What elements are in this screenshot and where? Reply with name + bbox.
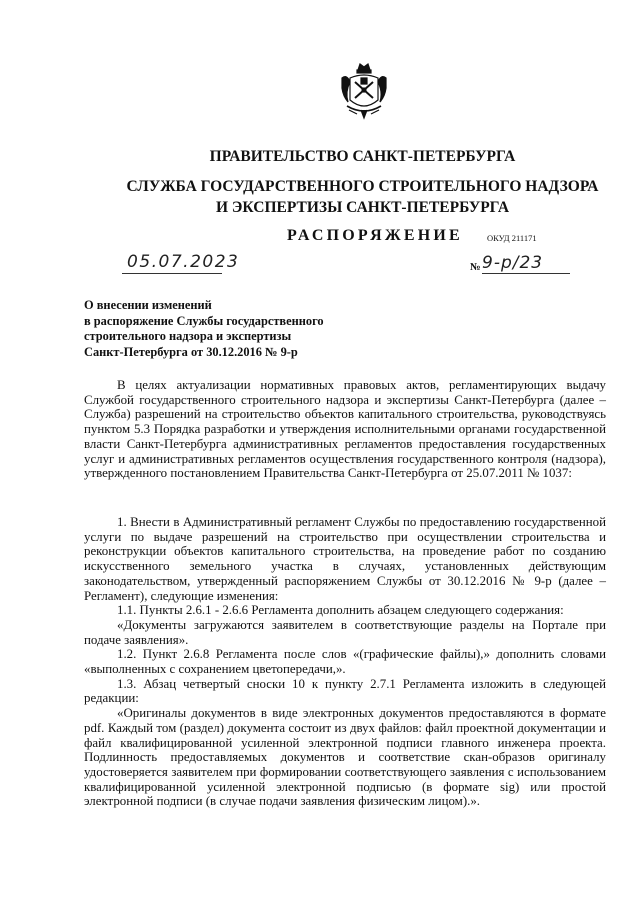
- paragraph-1: 1. Внести в Административный регламент Службы по предоставлению государственной услуги по выдаче разрешений на строительство при осуществлении строительства и реконструкции объектов капитального строительства, на проведение работ по созданию искусственного земельного участка в случаях, установленных действующим законодательством, утвержденный распоряжением Службы от 30.12.2016 № 9-р (далее – Регламент), следующие изменения:: [84, 515, 606, 603]
- preamble-paragraph: В целях актуализации нормативных правовых актов, регламентирующих выдачу Службой государственного строительного надзора и экспертизы Санкт-Петербурга (далее – Служба) разрешений на строительство объектов капитального строительства, руководствуясь пунктом 5.3 Порядка разработки и утверждения исполнительными органами государственной власти Санкт-Петербурга административных регламентов предоставления государственных услуг и административных регламентов осуществления государственного контроля (надзора), утвержденного постановлением Правительства Санкт-Петербурга от 25.07.2011 № 1037:: [84, 378, 606, 481]
- paragraph-1-3: 1.3. Абзац четвертый сноски 10 к пункту 2.7.1 Регламента изложить в следующей редакции:: [84, 676, 606, 706]
- paragraph-1-3-text: «Оригиналы документов в виде электронных документов предоставляются в формате pdf. Каждый том (раздел) документа состоит из двух файлов: файл проектной документации и файл квалифицированной усиленной электронной подписи главного инженера проекта. Подлинность предоставляемых документов и соответствие скан-образов оригиналу удостоверяется заявителем при формировании соответствующего заявления с использованием квалифицированной усиленной электронной подписью (в формате sig) или простой электронной подписи (в случае подачи заявления физическим лицом).».: [84, 706, 606, 809]
- number-underline: [482, 273, 570, 274]
- service-title-line1: СЛУЖБА ГОСУДАРСТВЕННОГО СТРОИТЕЛЬНОГО НАДЗОРА: [126, 178, 599, 195]
- paragraph-1-1-text: «Документы загружаются заявителем в соответствующие разделы на Портале при подаче заявления».: [84, 617, 606, 647]
- document-type-heading: РАСПОРЯЖЕНИЕ: [287, 227, 463, 244]
- document-subject: [84, 298, 324, 360]
- subject-line3: строительного надзора и экспертизы: [84, 329, 292, 344]
- paragraph-1-1: 1.1. Пункты 2.6.1 - 2.6.6 Регламента дополнить абзацем следующего содержания:: [117, 603, 564, 618]
- subject-line1: О внесении изменений: [84, 298, 212, 312]
- subject-line2: в распоряжение Службы государственного: [84, 313, 324, 328]
- subject-line4: Санкт-Петербурга от 30.12.2016 № 9-р: [84, 344, 298, 359]
- okud-code: ОКУД 211171: [487, 233, 537, 243]
- number-sign: №: [470, 262, 481, 273]
- date-underline: [122, 273, 222, 274]
- document-number: 9-р/23: [482, 253, 544, 273]
- service-title-line2: И ЭКСПЕРТИЗЫ САНКТ-ПЕТЕРБУРГА: [215, 199, 510, 216]
- coat-of-arms-icon: [339, 62, 389, 120]
- provisions-block: [84, 515, 606, 809]
- paragraph-1-2: 1.2. Пункт 2.6.8 Регламента после слов «(графические файлы),» дополнить словами «выполненных с сохранением цветопередачи,».: [84, 647, 606, 677]
- preamble-block: [84, 378, 606, 481]
- document-date: 05.07.2023: [127, 252, 240, 272]
- service-title: [85, 176, 640, 218]
- government-title: ПРАВИТЕЛЬСТВО САНКТ-ПЕТЕРБУРГА: [209, 148, 516, 165]
